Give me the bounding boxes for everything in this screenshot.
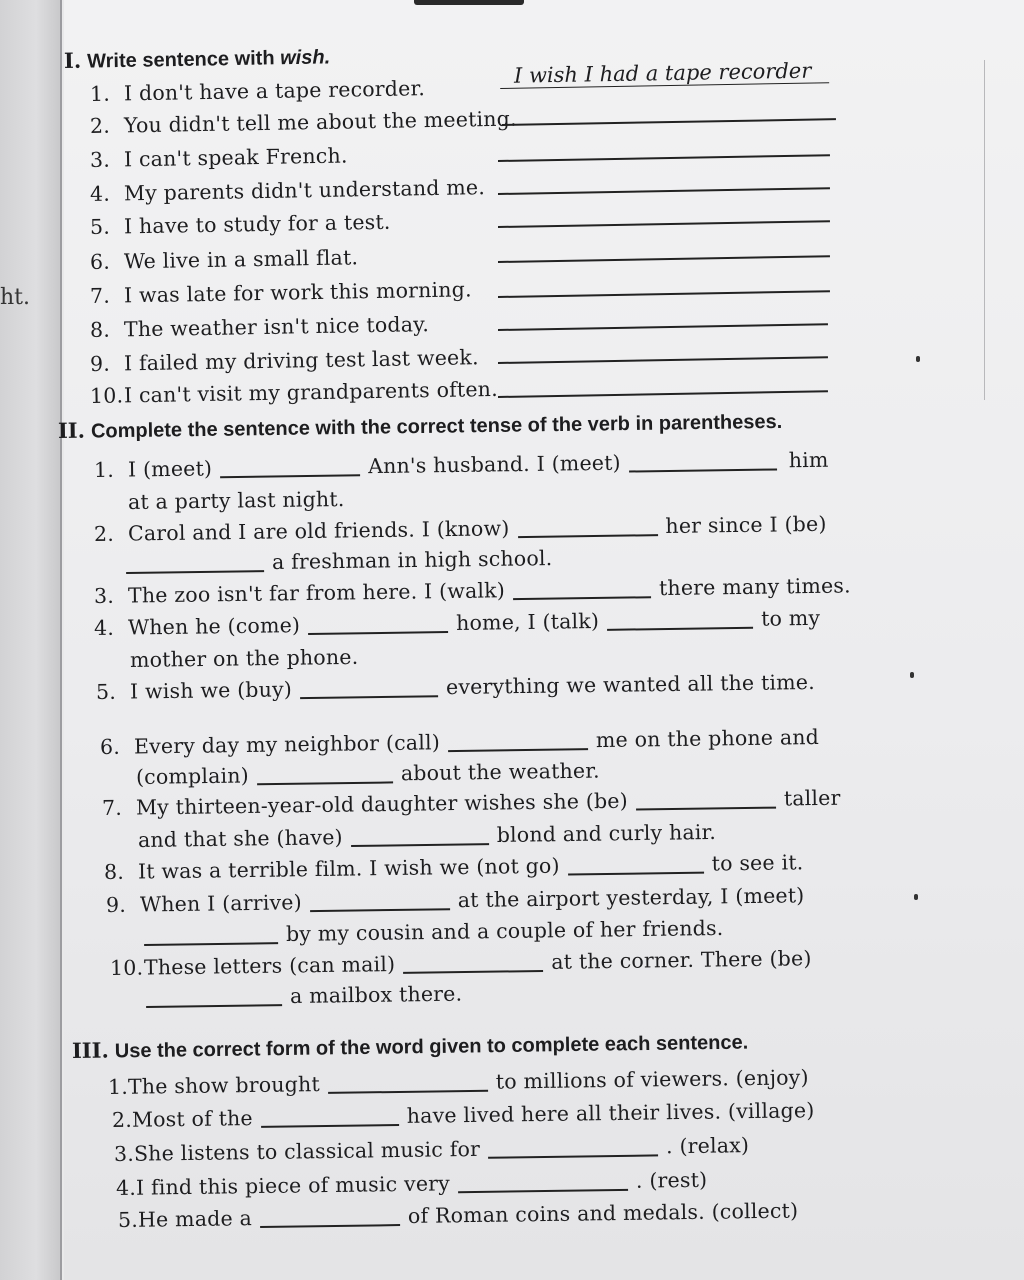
s2-item-8-number: 8. xyxy=(103,859,125,884)
s1-item-4 xyxy=(90,175,485,206)
s3-item-1-blank[interactable] xyxy=(328,1090,488,1094)
s2-item-6-part-d: (complain) xyxy=(135,763,250,789)
s2-item-8-part-a: It was a terrible film. I wish we (not go) xyxy=(137,853,560,884)
s2-item-3 xyxy=(94,573,851,608)
s1-item-7-number: 7. xyxy=(89,283,111,308)
s2-item-2-number: 2. xyxy=(93,521,115,546)
worksheet-page xyxy=(57,0,1024,1280)
s2-item-2-blank-1[interactable] xyxy=(518,534,658,538)
s3-item-3 xyxy=(114,1133,749,1166)
s2-item-2 xyxy=(94,512,827,546)
s2-item-5-part-a: I wish we (buy) xyxy=(129,677,293,704)
s2-item-8 xyxy=(104,850,804,884)
s1-item-7 xyxy=(90,277,472,308)
s1-item-9-blank[interactable] xyxy=(498,356,828,363)
s3-item-1-part-b: to millions of viewers. (enjoy) xyxy=(495,1065,809,1094)
s2-item-10-cont xyxy=(146,982,463,1010)
s2-item-2-part-d: a freshman in high school. xyxy=(271,546,553,574)
s2-item-5 xyxy=(96,670,815,704)
s1-item-3-blank[interactable] xyxy=(498,154,830,161)
s3-item-3-blank[interactable] xyxy=(488,1154,658,1158)
s2-item-3-part-a: The zoo isn't far from here. I (walk) xyxy=(127,578,506,608)
s2-item-9 xyxy=(106,883,805,917)
s1-item-6-number: 6. xyxy=(89,249,111,274)
s3-item-2-part-a: Most of the xyxy=(131,1106,253,1132)
s1-item-6-blank[interactable] xyxy=(498,255,830,262)
s3-item-5 xyxy=(118,1199,799,1232)
s1-item-7-text: I was late for work this morning. xyxy=(123,277,472,308)
s1-item-4-text: My parents didn't understand me. xyxy=(123,175,486,206)
s1-item-8-blank[interactable] xyxy=(498,323,828,330)
s1-item-6-text: We live in a small flat. xyxy=(123,245,359,274)
s2-item-8-part-b: to see it. xyxy=(711,850,804,876)
s2-item-7-part-d: and that she (have) xyxy=(137,825,343,852)
s2-item-4-part-a: When he (come) xyxy=(127,613,301,640)
s2-item-4-part-c: to my xyxy=(760,605,821,631)
s2-item-1-blank-2[interactable] xyxy=(629,468,777,472)
facing-page-text-fragment: ht. xyxy=(0,285,31,310)
s1-item-10-number: 10. xyxy=(89,383,124,408)
ink-speck xyxy=(910,672,914,678)
s2-item-9-part-b: at the airport yesterday, I (meet) xyxy=(457,883,805,913)
s2-item-7 xyxy=(102,786,841,820)
s1-item-6 xyxy=(90,245,359,274)
s2-item-1-part-a: I (meet) xyxy=(127,456,213,482)
s2-item-6-number: 6. xyxy=(99,734,121,759)
s3-item-1-part-a: The show brought xyxy=(127,1072,321,1099)
s2-item-5-number: 5. xyxy=(95,679,117,704)
s1-item-9-number: 9. xyxy=(89,351,111,376)
s2-item-6-part-b: me on the phone and xyxy=(595,724,820,753)
s3-item-4-part-a: I find this piece of music very xyxy=(135,1171,451,1200)
section-2-heading xyxy=(58,408,783,444)
s2-item-6 xyxy=(100,725,819,759)
section-3-numeral: III. xyxy=(71,1037,109,1063)
s2-item-1-cont xyxy=(128,487,345,514)
s2-item-8-blank[interactable] xyxy=(568,872,704,876)
s1-item-9-text: I failed my driving test last week. xyxy=(123,345,479,376)
s2-item-6-part-e: about the weather. xyxy=(400,758,600,786)
s2-item-4-part-b: home, I (talk) xyxy=(455,608,600,635)
s2-item-4-part-d: mother on the phone. xyxy=(129,644,359,672)
s2-item-7-blank-2[interactable] xyxy=(351,843,489,847)
s3-item-3-part-b: . (relax) xyxy=(665,1133,750,1159)
s2-item-10 xyxy=(110,946,812,980)
s1-item-5-number: 5. xyxy=(89,214,111,239)
s1-item-5-text: I have to study for a test. xyxy=(123,209,391,239)
s3-item-5-blank[interactable] xyxy=(260,1224,400,1228)
s1-item-3 xyxy=(90,144,348,172)
section-1-title-wish: wish. xyxy=(279,46,331,70)
s2-item-6-cont xyxy=(136,759,600,789)
s1-item-5 xyxy=(90,210,391,239)
s2-item-7-number: 7. xyxy=(101,795,123,820)
s3-item-5-number: 5. xyxy=(117,1207,139,1232)
s3-item-3-number: 3. xyxy=(113,1141,135,1166)
s1-item-4-number: 4. xyxy=(89,181,111,206)
s2-item-1-number: 1. xyxy=(93,457,115,482)
s3-item-4 xyxy=(116,1168,708,1200)
s1-item-7-blank[interactable] xyxy=(498,290,830,297)
s1-item-10-blank[interactable] xyxy=(498,390,828,397)
s3-item-4-blank[interactable] xyxy=(458,1189,628,1193)
s2-item-2-part-b: her since I (be) xyxy=(665,511,827,539)
s1-item-1-number: 1. xyxy=(89,81,111,106)
s2-item-10-number: 10. xyxy=(109,955,144,980)
s2-item-1 xyxy=(94,448,829,482)
s2-item-5-part-b: everything we wanted all the time. xyxy=(445,669,816,700)
section-3-title: Use the correct form of the word given to complete each sentence. xyxy=(114,1031,749,1063)
s2-item-6-part-a: Every day my neighbor (call) xyxy=(133,730,441,759)
s2-item-5-blank[interactable] xyxy=(300,695,438,699)
s1-item-3-text: I can't speak French. xyxy=(123,143,348,172)
s2-item-4-cont xyxy=(130,645,359,672)
ink-speck xyxy=(916,356,920,362)
section-2-numeral: II. xyxy=(57,417,86,443)
s2-item-2-blank-2[interactable] xyxy=(126,570,264,574)
s2-item-1-part-d: at a party last night. xyxy=(127,486,345,514)
section-3-heading xyxy=(72,1029,749,1064)
bleed-through-line xyxy=(984,60,985,400)
s3-item-2-part-b: have lived here all their lives. (village) xyxy=(406,1098,815,1128)
s2-item-4-blank-2[interactable] xyxy=(607,627,753,631)
s1-item-8-text: The weather isn't nice today. xyxy=(123,312,430,342)
s3-item-1 xyxy=(108,1065,809,1099)
s2-item-9-part-e: by my cousin and a couple of her friends. xyxy=(285,915,724,947)
s1-item-1 xyxy=(90,76,425,106)
s2-item-2-cont xyxy=(126,546,553,576)
s1-item-9 xyxy=(90,345,479,376)
ink-speck xyxy=(914,894,918,900)
s1-item-2 xyxy=(90,107,517,138)
s3-item-1-number: 1. xyxy=(107,1074,129,1099)
s2-item-6-blank-1[interactable] xyxy=(448,748,588,752)
section-1-title: Write sentence with xyxy=(86,47,281,73)
s2-item-1-part-c: him xyxy=(788,447,829,473)
s2-item-9-number: 9. xyxy=(105,892,127,917)
s2-item-10-part-b: at the corner. There (be) xyxy=(551,946,812,974)
s3-item-4-number: 4. xyxy=(115,1175,137,1200)
s2-item-9-blank-2[interactable] xyxy=(144,942,278,946)
s1-item-5-blank[interactable] xyxy=(498,220,830,227)
s2-item-10-blank-1[interactable] xyxy=(403,970,543,974)
s2-item-7-part-a: My thirteen-year-old daughter wishes she (be) xyxy=(135,788,629,820)
s2-item-3-blank[interactable] xyxy=(513,596,651,600)
s2-item-9-cont xyxy=(144,916,724,948)
s3-item-5-part-a: He made a xyxy=(137,1206,253,1232)
s2-item-3-number: 3. xyxy=(93,583,115,608)
section-1-numeral: I. xyxy=(63,47,82,73)
s3-item-2-number: 2. xyxy=(111,1107,133,1132)
page-tab-marker xyxy=(414,0,524,5)
s2-item-10-blank-2[interactable] xyxy=(146,1004,282,1008)
s1-item-8 xyxy=(90,312,429,342)
s3-item-2 xyxy=(112,1098,815,1132)
s2-item-1-part-b: Ann's husband. I (meet) xyxy=(367,450,621,479)
s1-item-4-blank[interactable] xyxy=(498,187,830,194)
s1-item-8-number: 8. xyxy=(89,317,111,342)
s2-item-9-blank-1[interactable] xyxy=(310,908,450,912)
s3-item-4-part-b: . (rest) xyxy=(635,1167,708,1193)
s2-item-10-part-a: These letters (can mail) xyxy=(143,952,396,980)
facing-page-edge xyxy=(0,0,62,1280)
s1-item-1-text: I don't have a tape recorder. xyxy=(123,76,426,106)
s2-item-7-cont xyxy=(138,820,716,852)
s1-item-2-number: 2. xyxy=(89,113,111,138)
s3-item-2-blank[interactable] xyxy=(261,1124,399,1128)
s2-item-4 xyxy=(94,606,821,640)
s3-item-5-part-b: of Roman coins and medals. (collect) xyxy=(407,1198,799,1228)
s2-item-7-part-b: taller xyxy=(783,785,841,811)
s1-item-1-answer[interactable]: I wish I had a tape recorder xyxy=(500,58,830,89)
s2-item-4-blank-1[interactable] xyxy=(308,631,448,635)
s2-item-9-part-a: When I (arrive) xyxy=(139,890,302,917)
s1-item-10-text: I can't visit my grandparents often. xyxy=(123,376,499,408)
s1-item-3-number: 3. xyxy=(89,147,111,172)
s1-item-2-text: You didn't tell me about the meeting. xyxy=(123,106,517,138)
s1-item-10 xyxy=(90,377,498,408)
s2-item-1-blank-1[interactable] xyxy=(220,474,360,478)
s2-item-6-blank-2[interactable] xyxy=(257,781,393,785)
s2-item-7-part-e: blond and curly hair. xyxy=(496,819,717,847)
section-1-heading xyxy=(64,43,331,74)
section-2-title: Complete the sentence with the correct tense of the verb in parentheses. xyxy=(90,410,783,443)
s2-item-4-number: 4. xyxy=(93,615,115,640)
s3-item-3-part-a: She listens to classical music for xyxy=(133,1136,481,1166)
s2-item-10-part-e: a mailbox there. xyxy=(289,981,463,1008)
s2-item-3-part-b: there many times. xyxy=(658,573,851,601)
s2-item-2-part-a: Carol and I are old friends. I (know) xyxy=(127,516,510,546)
s2-item-7-blank-1[interactable] xyxy=(636,807,776,811)
s1-item-2-blank[interactable] xyxy=(502,118,836,125)
